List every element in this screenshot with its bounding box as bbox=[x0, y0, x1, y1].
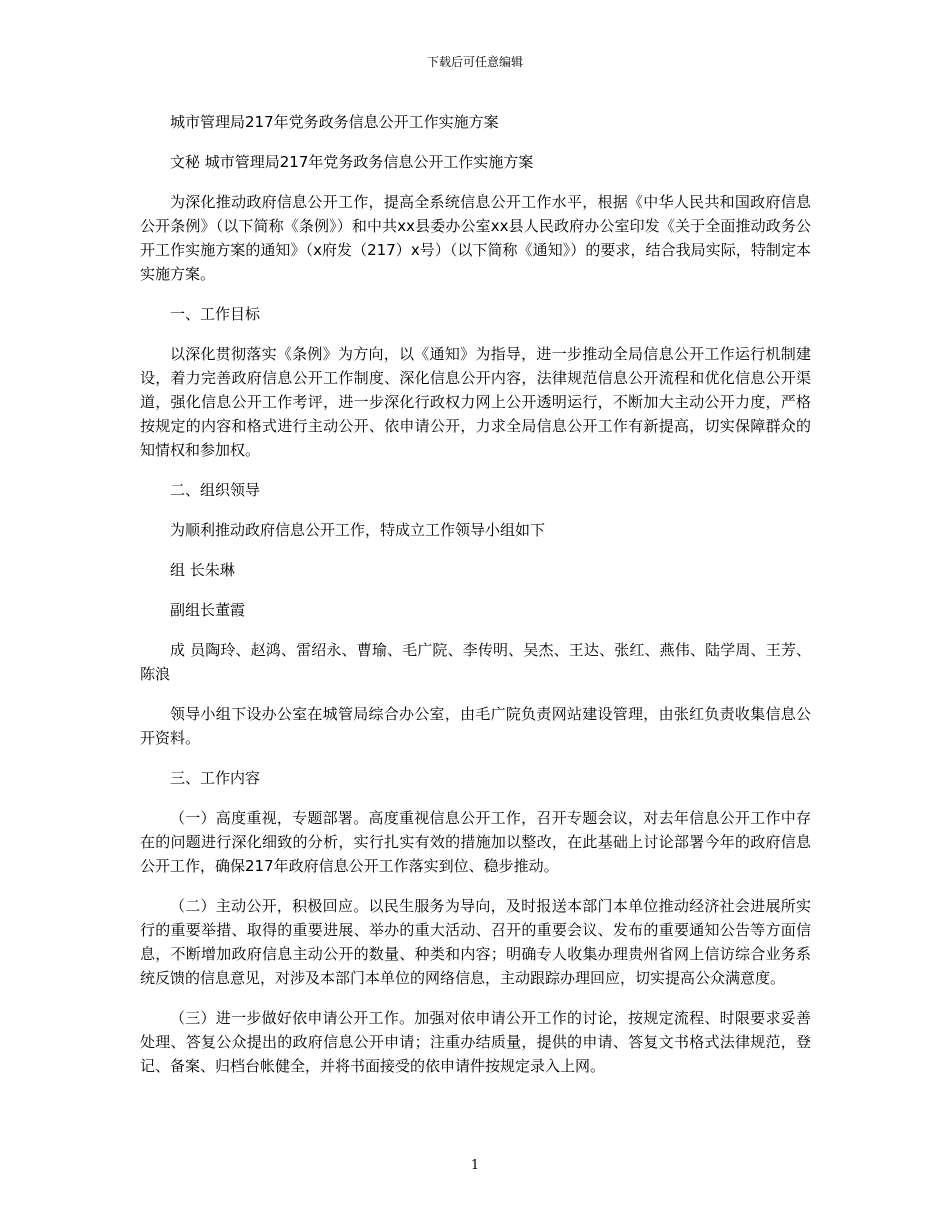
group-leader: 组 长朱琳 bbox=[170, 561, 235, 579]
intro-paragraph: 为深化推动政府信息公开工作，提高全系统信息公开工作水平，根据《中华人民共和国政府信息公开条例》（以下简称《条例》）和中共xx县委办公室xx县人民政府办公室印发《关于全面推动政务公开工作实施方案的通知》（x府发（217）x号）（以下简称《通知》）的要求，结合我局实际，特制定本实施方案。 bbox=[140, 193, 811, 283]
leadership-intro: 为顺利推动政府信息公开工作，特成立工作领导小组如下 bbox=[170, 521, 546, 539]
content-item-1: （一）高度重视，专题部署。高度重视信息公开工作，召开专题会议，对去年信息公开工作中存在的问题进行深化细致的分析，实行扎实有效的措施加以整改，在此基础上讨论部署今年的政府信息公开工作，确保217年政府信息公开工作落实到位、稳步推动。 bbox=[140, 809, 811, 875]
section-heading-content: 三、工作内容 bbox=[170, 769, 261, 787]
goals-paragraph: 以深化贯彻落实《条例》为方向，以《通知》为指导，进一步推动全局信息公开工作运行机制建设，着力完善政府信息公开工作制度、深化信息公开内容，法律规范信息公开流程和优化信息公开渠道，强化信息公开工作考评，进一步深化行政权力网上公开透明运行，不断加大主动公开力度，严格按规定的内容和格式进行主动公开、依申请公开，力求全局信息公开工作有新提高，切实保障群众的知情权和参加权。 bbox=[140, 345, 811, 459]
section-heading-leadership: 二、组织领导 bbox=[170, 481, 261, 499]
page-number: 1 bbox=[470, 1158, 480, 1173]
deputy-leader: 副组长董霞 bbox=[170, 601, 246, 619]
content-item-3: （三）进一步做好依申请公开工作。加强对依申请公开工作的讨论，按规定流程、时限要求妥善处理、答复公众提出的政府信息公开申请；注重办结质量，提供的申请、答复文书格式法律规范，登记、备案、归档台帐健全，并将书面接受的依申请件按规定录入上网。 bbox=[140, 1009, 811, 1075]
document-body bbox=[140, 110, 811, 1094]
page-header: 下载后可任意编辑 bbox=[426, 55, 523, 69]
doc-title: 城市管理局217年党务政务信息公开工作实施方案 bbox=[170, 113, 499, 131]
office-paragraph: 领导小组下设办公室在城管局综合办公室，由毛广院负责网站建设管理，由张红负责收集信息公开资料。 bbox=[140, 705, 811, 747]
section-heading-goals: 一、工作目标 bbox=[170, 305, 261, 323]
doc-subtitle: 文秘 城市管理局217年党务政务信息公开工作实施方案 bbox=[170, 153, 534, 171]
content-item-2: （二）主动公开，积极回应。以民生服务为导向，及时报送本部门本单位推动经济社会进展所实行的重要举措、取得的重要进展、举办的重大活动、召开的重要会议、发布的重要通知公告等方面信息，不断增加政府信息主动公开的数量、种类和内容；明确专人收集办理贵州省网上信访综合业务系统反馈的信息意见，对涉及本部门本单位的网络信息，主动跟踪办理回应，切实提高公众满意度。 bbox=[140, 897, 811, 987]
group-members: 成 员陶玲、赵鸿、雷绍永、曹瑜、毛广院、李传明、吴杰、王达、张红、燕伟、陆学周、王芳、陈浪 bbox=[140, 641, 811, 683]
